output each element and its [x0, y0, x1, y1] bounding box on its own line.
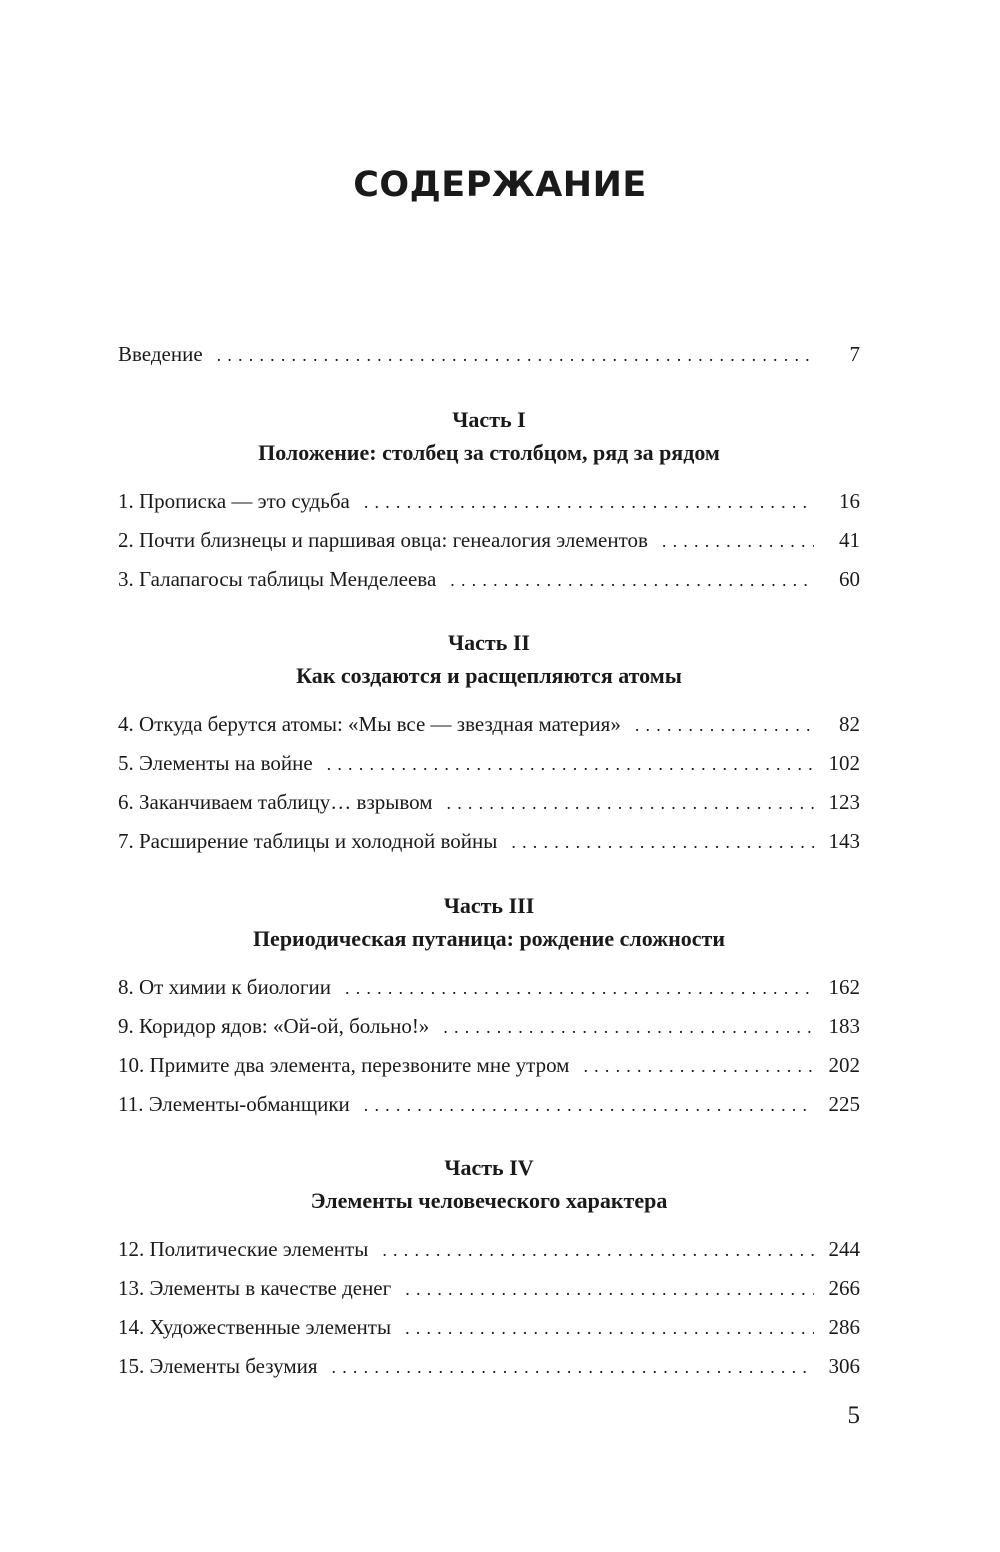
entry-page: 102 — [828, 751, 860, 775]
part-heading: Часть III — [443, 893, 535, 918]
dot-leader — [217, 336, 814, 375]
part-subtitle: Как создаются и расщепляются атомы — [296, 663, 682, 688]
part-heading: Часть I — [452, 407, 526, 432]
toc-entry[interactable] — [118, 521, 860, 560]
toc-entry[interactable] — [118, 335, 860, 374]
part-subtitle: Элементы человеческого характера — [310, 1188, 668, 1213]
dot-leader — [332, 1348, 814, 1387]
entry-label: 11. Элементы-обманщики — [118, 1092, 350, 1116]
toc-part-1 — [118, 403, 860, 599]
entry-label: 3. Галапагосы таблицы Менделеева — [118, 567, 437, 591]
toc-entry[interactable] — [118, 482, 860, 521]
dot-leader — [511, 823, 814, 862]
dot-leader — [443, 1008, 814, 1047]
entry-page: 123 — [828, 790, 860, 814]
part-subtitle: Периодическая путаница: рождение сложности — [252, 926, 726, 951]
entry-page: 41 — [839, 528, 860, 552]
entry-label: 6. Заканчиваем таблицу… взрывом — [118, 790, 433, 814]
entry-page: 183 — [828, 1014, 860, 1038]
entry-label: 1. Прописка — это судьба — [118, 489, 350, 513]
dot-leader — [345, 969, 814, 1008]
entry-label: 8. От химии к биологии — [118, 975, 332, 999]
entry-label: 7. Расширение таблицы и холодной войны — [118, 829, 498, 853]
part-subtitle: Положение: столбец за столбцом, ряд за рядом — [258, 440, 720, 465]
entry-label: 12. Политические элементы — [118, 1237, 369, 1261]
toc-entry[interactable] — [118, 1007, 860, 1046]
part-heading: Часть II — [448, 630, 530, 655]
toc-part-3 — [118, 889, 860, 1124]
toc-entry[interactable] — [118, 1269, 860, 1308]
entry-page: 266 — [828, 1276, 860, 1300]
toc-intro — [118, 335, 860, 374]
entry-label: 2. Почти близнецы и паршивая овца: генеалогия элементов — [118, 528, 648, 552]
entry-page: 60 — [839, 567, 860, 591]
page-title: СОДЕРЖАНИЕ — [353, 165, 647, 205]
entry-page: 143 — [828, 829, 860, 853]
entry-label: 15. Элементы безумия — [118, 1354, 318, 1378]
toc-entry[interactable] — [118, 1347, 860, 1386]
entry-label: 5. Элементы на войне — [118, 751, 313, 775]
dot-leader — [405, 1309, 814, 1348]
entry-label: 13. Элементы в качестве денег — [118, 1276, 392, 1300]
dot-leader — [662, 522, 814, 561]
entry-page: 244 — [828, 1237, 860, 1261]
entry-page: 286 — [828, 1315, 860, 1339]
toc-part-2 — [118, 626, 860, 861]
toc-entry[interactable] — [118, 968, 860, 1007]
toc-entry[interactable] — [118, 705, 860, 744]
entry-label: 10. Примите два элемента, перезвоните мне утром — [118, 1053, 570, 1077]
dot-leader — [327, 745, 814, 784]
toc-entry[interactable] — [118, 1046, 860, 1085]
dot-leader — [447, 784, 814, 823]
dot-leader — [583, 1047, 814, 1086]
entry-page: 82 — [839, 712, 860, 736]
toc-entry[interactable] — [118, 744, 860, 783]
part-heading: Часть IV — [444, 1155, 534, 1180]
entry-label: 4. Откуда берутся атомы: «Мы все — звездная материя» — [118, 712, 621, 736]
entry-page: 7 — [849, 342, 860, 366]
toc-entry[interactable] — [118, 783, 860, 822]
entry-page: 306 — [828, 1354, 860, 1378]
toc-entry[interactable] — [118, 560, 860, 599]
page-number: 5 — [847, 1402, 860, 1429]
dot-leader — [405, 1270, 814, 1309]
entry-page: 225 — [828, 1092, 860, 1116]
toc-entry[interactable] — [118, 1085, 860, 1124]
dot-leader — [635, 706, 814, 745]
dot-leader — [364, 483, 814, 522]
entry-label: 9. Коридор ядов: «Ой-ой, больно!» — [118, 1014, 430, 1038]
entry-page: 162 — [828, 975, 860, 999]
dot-leader — [450, 561, 814, 600]
entry-page: 202 — [828, 1053, 860, 1077]
toc-entry[interactable] — [118, 822, 860, 861]
toc-part-4 — [118, 1151, 860, 1386]
entry-label: Введение — [118, 342, 203, 366]
toc-entry[interactable] — [118, 1230, 860, 1269]
dot-leader — [382, 1231, 814, 1270]
entry-page: 16 — [839, 489, 860, 513]
dot-leader — [364, 1086, 814, 1125]
toc-entry[interactable] — [118, 1308, 860, 1347]
entry-label: 14. Художественные элементы — [118, 1315, 392, 1339]
